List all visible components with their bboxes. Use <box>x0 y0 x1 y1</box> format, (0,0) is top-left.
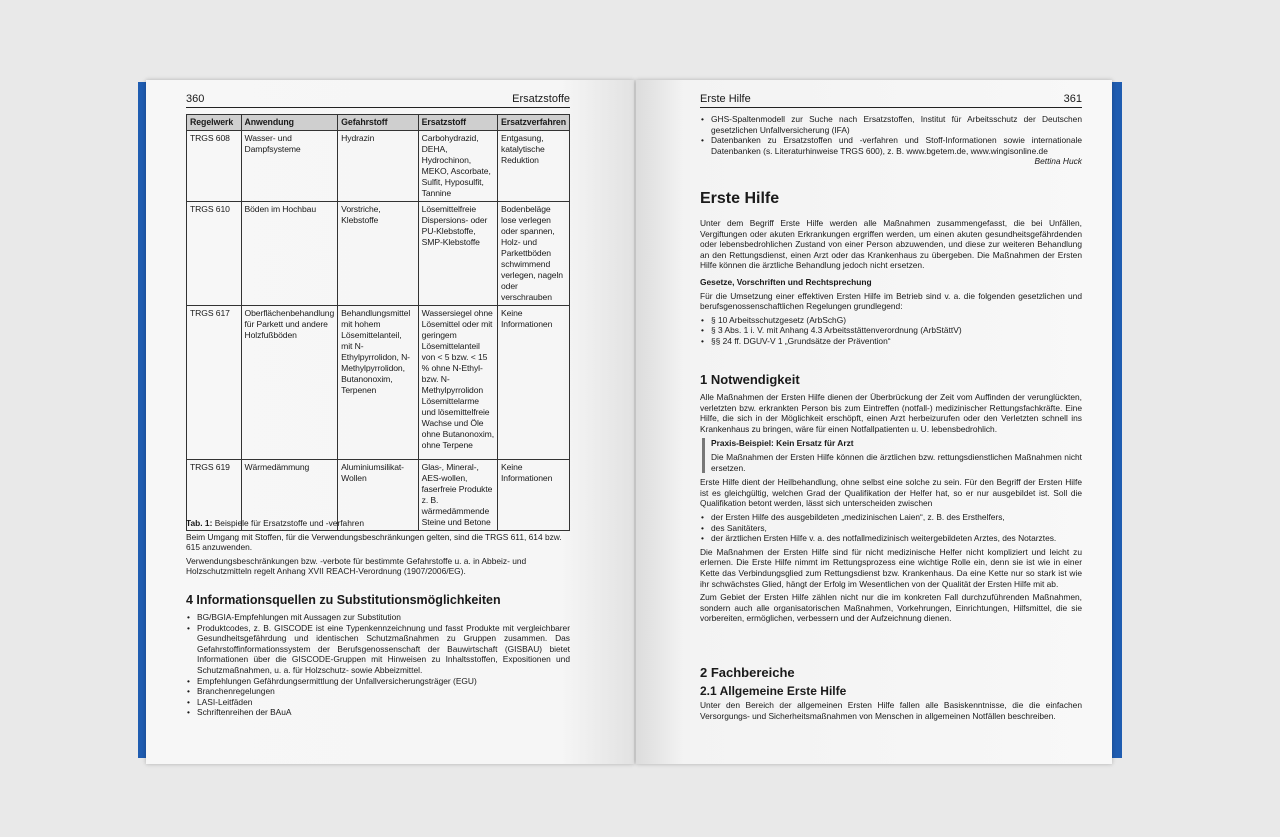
table-cell: Oberflächenbehandlung für Parkett und andere Holzfußböden <box>241 306 338 460</box>
table-header-cell: Ersatzverfahren <box>498 115 570 131</box>
list-item: • der Ersten Hilfe des ausgebildeten „medizinischen Laien“, z. B. des Ersthelfers, <box>711 512 1082 523</box>
table-cell: Keine Informationen <box>498 460 570 531</box>
table-notes <box>186 518 570 580</box>
substitutes-table <box>186 114 570 531</box>
paragraph: Alle Maßnahmen der Ersten Hilfe dienen der Überbrückung der Zeit vom Auffinden der verunglückten, verletzten bzw. erkrankten Person bis zum Eintreffen (notfall-) medizinischer Rettungsfachkräfte. Eine Hilfe, die sich in der Möglichkeit erschöpft, einen Arzt herbeizurufen oder den Verletzten schnell ins Krankenhaus zu bringen, wäre für einen Notfallpatienten u. U. lebensbedrohlich. <box>700 392 1082 434</box>
list-item: • Produktcodes, z. B. GISCODE ist eine Typenkennzeichnung und fasst Produkte mit vergleichbarer Gesundheitsgefährdung und identischen Schutzmaßnahmen zu Gruppen zusammen. Das Gefahrstoffinformationssystem der Berufsgenossenschaft der Bauwirtschaft (GISBAU) bietet Informationen über die GISCODE-Gruppen mit Hinweisen zu Inhaltsstoffen, Expositionen und Schutzmaßnahmen, u. a. für Holzschutz- sowie Abbeizmittel. <box>197 623 570 676</box>
table-cell: Hydrazin <box>338 131 418 202</box>
list-item: • GHS-Spaltenmodell zur Suche nach Ersatzstoffen, Institut für Arbeitsschutz der Deutschen gesetzlichen Unfallversicherung (IFA) <box>711 114 1082 135</box>
list-item: • Schriftenreihen der BAuA <box>197 707 570 718</box>
page-number: 360 <box>186 93 205 105</box>
table-header-cell: Anwendung <box>241 115 338 131</box>
table-row <box>187 306 570 460</box>
right-page-header <box>700 93 1082 108</box>
left-page <box>146 80 634 764</box>
running-header: Erste Hilfe <box>700 93 751 105</box>
list-item: • des Sanitäters, <box>711 523 1082 534</box>
table-cell: Carbohydrazid, DEHA, Hydrochinon, MEKO, Ascorbate, Sulfit, Hyposulfit, Tannine <box>418 131 497 202</box>
section1-body <box>700 392 1082 627</box>
table-header-cell: Gefahrstoff <box>338 115 418 131</box>
table-cell: Bodenbeläge lose verlegen oder spannen, Holz- und Parkettböden schwimmend verlegen, nageln oder verschrauben <box>498 202 570 306</box>
section-heading: 1 Notwendigkeit <box>700 372 800 387</box>
paragraph: Unter dem Begriff Erste Hilfe werden alle Maßnahmen zusammengefasst, die bei Unfällen, Vergiftungen oder akuten Erkrankungen ergriffen werden, um einen akuten gesundheitsgefährdenden oder lebensbedrohlichen Zustand von einer Person abzuwenden, und diese zur weiteren Behandlung an den Rettungsdienst, einen Arzt oder das Krankenhaus zu übergeben. Die Maßnahmen der Ersten Hilfe können die ärztliche Behandlung jedoch nicht ersetzen. <box>700 218 1082 271</box>
paragraph: Beim Umgang mit Stoffen, für die Verwendungsbeschränkungen gelten, sind die TRGS 611, 614 bzw. 615 anzuwenden. <box>186 531 562 553</box>
table-cell: Entgasung, katalytische Reduktion <box>498 131 570 202</box>
section-heading: 2 Fachbereiche <box>700 665 795 680</box>
table-cell: Glas-, Mineral-, AES-wollen, faserfreie Produkte z. B. wärmedämmende Steine und Betone <box>418 460 497 531</box>
section-heading: 4 Informationsquellen zu Substitutionsmöglichkeiten <box>186 593 501 607</box>
table-header-row <box>187 115 570 131</box>
example-text: Die Maßnahmen der Ersten Hilfe können die ärztlichen bzw. rettungsdienstlichen Maßnahmen nicht ersetzen. <box>711 451 1082 473</box>
table-cell: Behandlungsmittel mit hohem Lösemittelanteil, mit N-Ethylpyrrolidon, N-Methylpyrrolidon, Butanonoxim, Terpenen <box>338 306 418 460</box>
table-row <box>187 131 570 202</box>
right-page <box>636 80 1112 764</box>
table-header-cell: Ersatzstoff <box>418 115 497 131</box>
paragraph: Zum Gebiet der Ersten Hilfe zählen nicht nur die im konkreten Fall durchzuführenden Maßnahmen, sondern auch alle organisatorischen Maßnahmen, Vorkehrungen, Einrichtungen, Hilfsmittel, die sie vorbereiten, ermöglichen, verbessern und der Aufzeichnung dienen. <box>700 592 1082 624</box>
subheading: Gesetze, Vorschriften und Rechtsprechung <box>700 276 872 287</box>
list-item: • BG/BGIA-Empfehlungen mit Aussagen zur Substitution <box>197 612 570 623</box>
page-number: 361 <box>1063 93 1082 105</box>
paragraph: Unter den Bereich der allgemeinen Ersten Hilfe fallen alle Basiskenntnisse, die die einfachen Versorgungs- und Sicherheitsmaßnahmen von Menschen in allgemeinen Notfällen beschreiben. <box>700 700 1082 721</box>
author: Bettina Huck <box>1034 156 1082 167</box>
table-cell: TRGS 610 <box>187 202 242 306</box>
paragraph: Verwendungsbeschränkungen bzw. -verbote für bestimmte Gefahrstoffe u. a. in Abbeiz- und Holzschutzmitteln regelt Anhang XVII REACH-Verordnung (1907/2006/EG). <box>186 555 527 577</box>
book-cover-edge-left <box>138 82 146 758</box>
table-cell: Wassersiegel ohne Lösemittel oder mit geringem Lösemittelanteil von < 5 bzw. < 15 % ohne N-Ethyl- bzw. N-Methylpyrrolidon Lösemittelarme und lösemittelfreie Wachse und Öle ohne Butanonoxim, ohne Terpene <box>418 306 497 460</box>
table-cell: Wärmedämmung <box>241 460 338 531</box>
subsection-heading: 2.1 Allgemeine Erste Hilfe <box>700 684 847 698</box>
table-cell: TRGS 617 <box>187 306 242 460</box>
running-header: Ersatzstoffe <box>512 93 570 105</box>
table-cell: TRGS 619 <box>187 460 242 531</box>
practice-example-box <box>702 438 1082 473</box>
paragraph: Die Maßnahmen der Ersten Hilfe sind für nicht medizinische Helfer nicht kompliziert und leicht zu erlernen. Die Erste Hilfe nimmt im Rettungsprozess eine wichtige Rolle ein, denn sie ist wie in einer Kette das Verbindungsglied zum Rettungsdienst bzw. Krankenhaus. Da eine Kette nur so stark ist wie ihr schwächstes Glied, hängt der Erfolg im Wesentlichen von der Qualität der Ersten Hilfe mit ab. <box>700 546 1082 589</box>
example-title: Praxis-Beispiel: Kein Ersatz für Arzt <box>711 438 854 449</box>
table-cell: Lösemittelfreie Dispersions- oder PU-Klebstoffe, SMP-Klebstoffe <box>418 202 497 306</box>
table-row <box>187 202 570 306</box>
paragraph: Für die Umsetzung einer effektiven Ersten Hilfe im Betrieb sind v. a. die folgenden gesetzlichen und berufsgenossenschaftlichen Regelungen grundlegend: <box>700 290 1082 312</box>
chapter-title: Erste Hilfe <box>700 190 780 207</box>
list-item: • § 3 Abs. 1 i. V. mit Anhang 4.3 Arbeitsstättenverordnung (ArbStättV) <box>711 325 1082 336</box>
caption-text: Beispiele für Ersatzstoffe und -verfahren <box>212 518 364 528</box>
paragraph: Erste Hilfe dient der Heilbehandlung, ohne selbst eine solche zu sein. Für den Begriff der Ersten Hilfe ist es gleichgültig, welchen Grad der Qualifikation der Helfer hat, so er nur ausgebildet ist. Soll die Qualifikation betont werden, lässt sich unterscheiden zwischen <box>700 477 1082 509</box>
caption-label: Tab. 1: <box>186 518 213 528</box>
list-item: • Empfehlungen Gefährdungsermittlung der Unfallversicherungsträger (EGU) <box>197 676 570 687</box>
book-cover-edge-right <box>1112 82 1122 758</box>
table-cell: Vorstriche, Klebstoffe <box>338 202 418 306</box>
table-caption <box>186 518 570 529</box>
left-page-header <box>186 93 570 108</box>
list-item: • LASI-Leitfäden <box>197 697 570 708</box>
list-item: • § 10 Arbeitsschutzgesetz (ArbSchG) <box>711 315 1082 326</box>
list-item: • Branchenregelungen <box>197 686 570 697</box>
list-item: • §§ 24 ff. DGUV-V 1 „Grundsätze der Prävention“ <box>711 336 1082 347</box>
table-cell: Böden im Hochbau <box>241 202 338 306</box>
list-item: • der ärztlichen Ersten Hilfe v. a. des notfallmedizinisch weitergebildeten Arztes, des Notarztes. <box>711 533 1082 544</box>
chapter-body <box>700 218 1082 347</box>
table-header-cell: Regelwerk <box>187 115 242 131</box>
table-cell: Keine Informationen <box>498 306 570 460</box>
section4-list <box>186 612 570 718</box>
table-cell: TRGS 608 <box>187 131 242 202</box>
source-list <box>700 114 1082 170</box>
list-item: • Datenbanken zu Ersatzstoffen und -verfahren und Stoff-Informationen sowie internationale Datenbanken (s. Literaturhinweise TRGS 600), z. B. www.bgetem.de, www.wingisonline.de <box>711 135 1082 156</box>
table-cell: Wasser- und Dampfsysteme <box>241 131 338 202</box>
section21-body <box>700 700 1082 724</box>
table-cell: Aluminiumsilikat-Wollen <box>338 460 418 531</box>
